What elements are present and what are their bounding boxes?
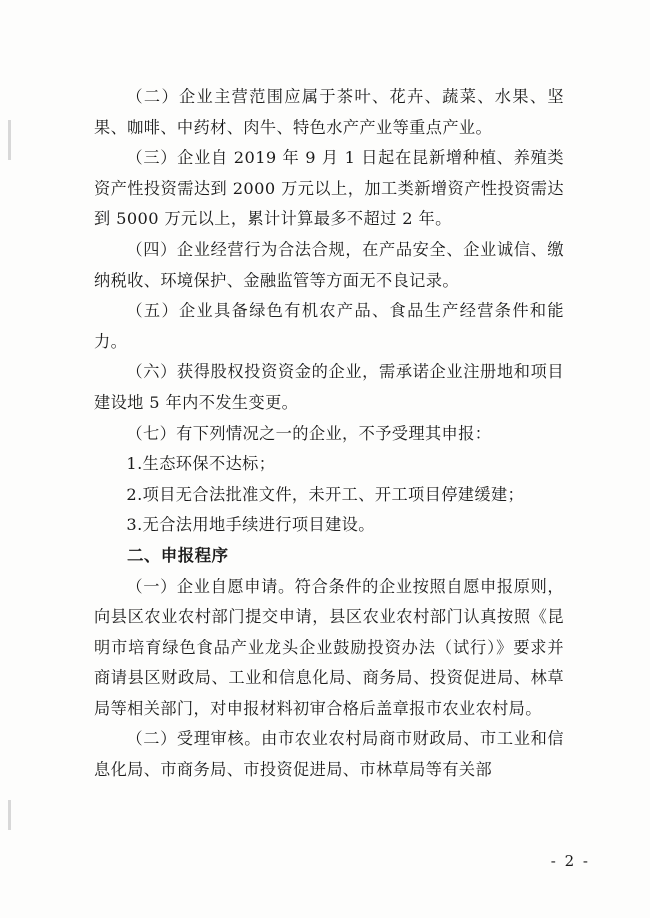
document-body — [94, 82, 564, 786]
paragraph-conditions: （五）企业具备绿色有机农产品、食品生产经营条件和能力。 — [94, 301, 564, 351]
paragraph-registration: （六）获得股权投资资金的企业，需承诺企业注册地和项目建设地 5 年内不发生变更。 — [94, 362, 564, 412]
paragraph-investment: （三）企业自 2019 年 9 月 1 日起在昆新增种植、养殖类资产性投资需达到 2000 万元以上，加工类新增资产性投资需达到 5000 万元以上，累计计算最多不超过 2 年。 — [94, 148, 564, 229]
paragraph-scope: （二）企业主营范围应属于茶叶、花卉、蔬菜、水果、坚果、咖啡、中药材、肉牛、特色水产产业等重点产业。 — [94, 87, 564, 137]
page-number: - 2 - — [550, 852, 590, 870]
scan-edge-mark — [8, 120, 11, 160]
list-item-2: 2.项目无合法批准文件，未开工、开工项目停建缓建； — [126, 484, 525, 504]
list-item-1: 1.生态环保不达标； — [126, 454, 276, 474]
paragraph-application: （一）企业自愿申请。符合条件的企业按照自愿申报原则，向县区农业农村部门提交申请，县区农业农村部门认真按照《昆明市培育绿色食品产业龙头企业鼓励投资办法（试行）》要求并商请县区财政局、工业和信息化局、商务局、投资促进局、林草局等相关部门，对申报材料初审合格后盖章报市农业农村局。 — [94, 576, 564, 718]
list-item-3: 3.无合法用地手续进行项目建设。 — [126, 515, 375, 535]
scan-edge-mark — [8, 800, 11, 830]
paragraph-review: （二）受理审核。由市农业农村局商市财政局、市工业和信息化局、市商务局、市投资促进局、市林草局等有关部 — [94, 729, 564, 780]
paragraph-compliance: （四）企业经营行为合法合规，在产品安全、企业诚信、缴纳税收、环境保护、金融监管等方面无不良记录。 — [94, 239, 564, 290]
section-heading: 二、申报程序 — [127, 545, 229, 565]
paragraph-exclusions: （七）有下列情况之一的企业，不予受理其申报： — [126, 423, 492, 443]
